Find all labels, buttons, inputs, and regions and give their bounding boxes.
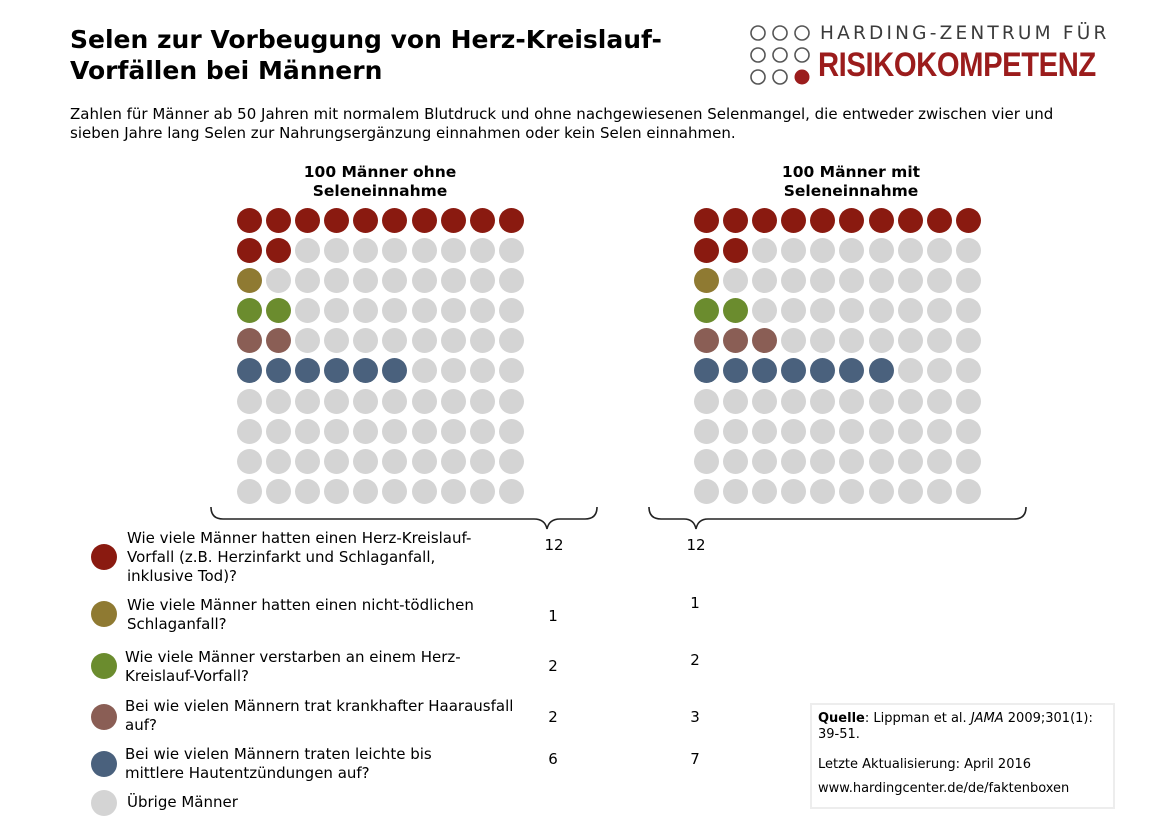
person-dot-other (839, 298, 864, 323)
person-dot-other (927, 419, 952, 444)
person-dot-alopecia (752, 328, 777, 353)
person-dot-other (295, 389, 320, 414)
person-dot-cardio (839, 208, 864, 233)
person-dot-dermatitis (723, 358, 748, 383)
value-death-without: 2 (548, 657, 558, 675)
person-dot-dermatitis (382, 358, 407, 383)
legend-dot-blue-icon (91, 751, 117, 777)
logo-dots-icon (748, 24, 812, 86)
icon-array-with-selenium (694, 208, 981, 504)
person-dot-other (752, 449, 777, 474)
person-dot-other (412, 298, 437, 323)
person-dot-other (839, 479, 864, 504)
person-dot-other (839, 419, 864, 444)
person-dot-cardio_extra (266, 238, 291, 263)
logo-bottom-text: RISIKOKOMPETENZ (818, 46, 1096, 84)
person-dot-other (499, 238, 524, 263)
person-dot-other (470, 238, 495, 263)
legend-text-stroke: Wie viele Männer hatten einen nicht-tödlichen Schlaganfall? (127, 596, 474, 633)
person-dot-other (781, 479, 806, 504)
person-dot-other (237, 449, 262, 474)
person-dot-other (266, 449, 291, 474)
person-dot-other (441, 389, 466, 414)
logo-accent-dot (795, 70, 810, 85)
person-dot-dermatitis (869, 358, 894, 383)
person-dot-cardio_extra (237, 238, 262, 263)
person-dot-other (927, 358, 952, 383)
person-dot-other (839, 238, 864, 263)
person-dot-other (266, 479, 291, 504)
person-dot-other (237, 419, 262, 444)
legend-dot-red-icon (91, 544, 117, 570)
person-dot-other (470, 298, 495, 323)
person-dot-other (441, 419, 466, 444)
person-dot-dermatitis (295, 358, 320, 383)
person-dot-other (869, 479, 894, 504)
person-dot-other (499, 358, 524, 383)
person-dot-other (956, 419, 981, 444)
person-dot-dermatitis (324, 358, 349, 383)
person-dot-cardio (499, 208, 524, 233)
source-text-before: : Lippman et al. (864, 711, 971, 726)
person-dot-other (869, 449, 894, 474)
person-dot-other (956, 238, 981, 263)
source-citation (818, 711, 1107, 743)
person-dot-other (810, 268, 835, 293)
person-dot-other (927, 298, 952, 323)
group-title-with: 100 Männer mit Seleneinnahme (781, 163, 921, 200)
person-dot-other (781, 328, 806, 353)
person-dot-other (382, 238, 407, 263)
person-dot-cardio_extra (723, 238, 748, 263)
brace-without-icon (209, 505, 601, 531)
person-dot-other (353, 389, 378, 414)
person-dot-cardio (353, 208, 378, 233)
person-dot-other (752, 238, 777, 263)
person-dot-alopecia (694, 328, 719, 353)
group-title-without: 100 Männer ohne Seleneinnahme (303, 163, 457, 200)
person-dot-other (441, 358, 466, 383)
person-dot-other (412, 358, 437, 383)
person-dot-cardio (869, 208, 894, 233)
source-label: Quelle (818, 711, 865, 726)
person-dot-other (499, 268, 524, 293)
person-dot-other (382, 268, 407, 293)
person-dot-cardio (266, 208, 291, 233)
person-dot-other (956, 298, 981, 323)
person-dot-other (752, 479, 777, 504)
person-dot-other (324, 268, 349, 293)
person-dot-cardio (412, 208, 437, 233)
person-dot-other (810, 298, 835, 323)
person-dot-other (869, 419, 894, 444)
person-dot-cardio (927, 208, 952, 233)
person-dot-other (470, 268, 495, 293)
person-dot-other (353, 449, 378, 474)
logo-top-text: HARDING-ZENTRUM FÜR (820, 23, 1110, 44)
person-dot-other (353, 479, 378, 504)
source-journal: JAMA (970, 711, 1004, 726)
legend-dot-gray-icon (91, 790, 117, 816)
value-dermatitis-without: 6 (548, 750, 558, 768)
person-dot-other (353, 238, 378, 263)
person-dot-cardio (237, 208, 262, 233)
person-dot-other (499, 298, 524, 323)
person-dot-other (353, 419, 378, 444)
person-dot-other (470, 479, 495, 504)
person-dot-other (781, 268, 806, 293)
person-dot-other (927, 389, 952, 414)
person-dot-other (723, 268, 748, 293)
person-dot-other (499, 479, 524, 504)
person-dot-other (324, 298, 349, 323)
person-dot-other (412, 449, 437, 474)
source-updated: Letzte Aktualisierung: April 2016 (818, 757, 1032, 772)
person-dot-other (898, 298, 923, 323)
person-dot-other (927, 238, 952, 263)
person-dot-other (499, 449, 524, 474)
person-dot-other (382, 449, 407, 474)
value-cardio-without: 12 (544, 536, 564, 554)
value-alopecia-without: 2 (548, 708, 558, 726)
person-dot-other (412, 389, 437, 414)
person-dot-other (781, 389, 806, 414)
value-stroke-with: 1 (690, 594, 700, 612)
person-dot-cardio (723, 208, 748, 233)
value-death-with: 2 (690, 651, 700, 669)
person-dot-other (382, 389, 407, 414)
source-box (810, 703, 1115, 809)
person-dot-death (237, 298, 262, 323)
person-dot-other (839, 328, 864, 353)
person-dot-other (810, 479, 835, 504)
person-dot-alopecia (723, 328, 748, 353)
person-dot-other (956, 389, 981, 414)
person-dot-other (324, 389, 349, 414)
person-dot-other (441, 449, 466, 474)
person-dot-dermatitis (266, 358, 291, 383)
person-dot-other (295, 479, 320, 504)
person-dot-other (869, 238, 894, 263)
person-dot-dermatitis (237, 358, 262, 383)
person-dot-other (324, 449, 349, 474)
person-dot-other (694, 449, 719, 474)
person-dot-death (266, 298, 291, 323)
person-dot-other (810, 449, 835, 474)
person-dot-other (752, 389, 777, 414)
person-dot-dermatitis (839, 358, 864, 383)
person-dot-other (441, 238, 466, 263)
person-dot-other (353, 298, 378, 323)
person-dot-other (237, 389, 262, 414)
person-dot-other (927, 449, 952, 474)
person-dot-other (752, 298, 777, 323)
person-dot-other (810, 389, 835, 414)
person-dot-other (927, 479, 952, 504)
person-dot-stroke (237, 268, 262, 293)
icon-array-without-selenium (237, 208, 524, 504)
person-dot-other (927, 268, 952, 293)
person-dot-cardio (470, 208, 495, 233)
person-dot-other (470, 449, 495, 474)
person-dot-other (412, 328, 437, 353)
person-dot-other (470, 358, 495, 383)
person-dot-cardio (694, 208, 719, 233)
person-dot-other (412, 479, 437, 504)
person-dot-other (266, 389, 291, 414)
person-dot-other (723, 419, 748, 444)
person-dot-death (723, 298, 748, 323)
person-dot-cardio (898, 208, 923, 233)
person-dot-other (412, 419, 437, 444)
person-dot-other (723, 479, 748, 504)
person-dot-other (382, 479, 407, 504)
person-dot-other (898, 419, 923, 444)
person-dot-other (412, 268, 437, 293)
person-dot-stroke (694, 268, 719, 293)
person-dot-other (839, 389, 864, 414)
person-dot-other (956, 358, 981, 383)
person-dot-other (898, 328, 923, 353)
person-dot-other (781, 298, 806, 323)
legend-dot-green-icon (91, 653, 117, 679)
person-dot-other (898, 449, 923, 474)
person-dot-other (499, 419, 524, 444)
legend-text-other: Übrige Männer (127, 793, 238, 811)
source-url: www.hardingcenter.de/de/faktenboxen (818, 781, 1070, 796)
person-dot-other (694, 389, 719, 414)
person-dot-other (956, 268, 981, 293)
person-dot-other (295, 449, 320, 474)
value-cardio-with: 12 (686, 536, 706, 554)
person-dot-other (470, 328, 495, 353)
person-dot-other (324, 238, 349, 263)
person-dot-other (752, 419, 777, 444)
page-title: Selen zur Vorbeugung von Herz-Kreislauf-Vorfällen bei Männern (70, 25, 662, 85)
person-dot-other (441, 479, 466, 504)
person-dot-other (723, 449, 748, 474)
person-dot-dermatitis (810, 358, 835, 383)
person-dot-other (869, 298, 894, 323)
person-dot-dermatitis (752, 358, 777, 383)
person-dot-cardio (441, 208, 466, 233)
legend-dot-brown-icon (91, 704, 117, 730)
value-alopecia-with: 3 (690, 708, 700, 726)
person-dot-other (956, 449, 981, 474)
person-dot-cardio_extra (694, 238, 719, 263)
person-dot-other (324, 419, 349, 444)
legend-text-dermatitis: Bei wie vielen Männern traten leichte bis mittlere Hautentzündungen auf? (125, 745, 432, 782)
person-dot-other (295, 238, 320, 263)
person-dot-alopecia (237, 328, 262, 353)
source-text-after: 2009;301(1): 39-51. (818, 711, 1093, 742)
brace-with-icon (646, 505, 1032, 531)
person-dot-other (412, 238, 437, 263)
person-dot-other (898, 238, 923, 263)
legend-text-alopecia: Bei wie vielen Männern trat krankhafter Haarausfall auf? (125, 697, 514, 734)
legend-text-cardio: Wie viele Männer hatten einen Herz-Kreislauf-Vorfall (z.B. Herzinfarkt und Schlaganfall, inklusive Tod)? (127, 529, 472, 585)
person-dot-other (295, 268, 320, 293)
person-dot-other (898, 389, 923, 414)
person-dot-other (324, 328, 349, 353)
person-dot-other (839, 449, 864, 474)
person-dot-other (781, 449, 806, 474)
person-dot-other (781, 238, 806, 263)
person-dot-dermatitis (353, 358, 378, 383)
person-dot-other (353, 268, 378, 293)
person-dot-other (499, 389, 524, 414)
person-dot-other (499, 328, 524, 353)
person-dot-other (441, 298, 466, 323)
person-dot-other (723, 389, 748, 414)
person-dot-other (694, 419, 719, 444)
person-dot-cardio (810, 208, 835, 233)
person-dot-other (441, 328, 466, 353)
person-dot-other (898, 268, 923, 293)
person-dot-other (869, 328, 894, 353)
person-dot-other (869, 389, 894, 414)
person-dot-other (781, 419, 806, 444)
person-dot-other (694, 479, 719, 504)
person-dot-other (266, 419, 291, 444)
value-stroke-without: 1 (548, 607, 558, 625)
person-dot-other (927, 328, 952, 353)
person-dot-other (295, 328, 320, 353)
person-dot-other (810, 238, 835, 263)
value-dermatitis-with: 7 (690, 750, 700, 768)
person-dot-cardio (324, 208, 349, 233)
person-dot-cardio (382, 208, 407, 233)
person-dot-other (810, 419, 835, 444)
person-dot-other (266, 268, 291, 293)
person-dot-alopecia (266, 328, 291, 353)
person-dot-other (237, 479, 262, 504)
person-dot-dermatitis (781, 358, 806, 383)
person-dot-other (382, 419, 407, 444)
person-dot-other (839, 268, 864, 293)
person-dot-death (694, 298, 719, 323)
person-dot-other (752, 268, 777, 293)
person-dot-other (956, 328, 981, 353)
person-dot-other (470, 389, 495, 414)
person-dot-other (324, 479, 349, 504)
person-dot-other (295, 419, 320, 444)
person-dot-other (295, 298, 320, 323)
legend-dot-olive-icon (91, 601, 117, 627)
person-dot-other (441, 268, 466, 293)
intro-text: Zahlen für Männer ab 50 Jahren mit normalem Blutdruck und ohne nachgewiesenen Selenmangel, die entweder zwischen vier und sieben Jahre lang Selen zur Nahrungsergänzung einnahmen oder kein Selen einnahmen. (70, 105, 1054, 142)
person-dot-other (810, 328, 835, 353)
person-dot-other (470, 419, 495, 444)
person-dot-cardio (295, 208, 320, 233)
person-dot-other (869, 268, 894, 293)
person-dot-cardio (752, 208, 777, 233)
person-dot-other (382, 328, 407, 353)
person-dot-cardio (956, 208, 981, 233)
person-dot-other (956, 479, 981, 504)
person-dot-other (382, 298, 407, 323)
person-dot-cardio (781, 208, 806, 233)
legend-text-death: Wie viele Männer verstarben an einem Herz-Kreislauf-Vorfall? (125, 648, 461, 685)
person-dot-other (898, 358, 923, 383)
person-dot-other (353, 328, 378, 353)
harding-center-logo (748, 22, 1108, 88)
person-dot-other (898, 479, 923, 504)
person-dot-dermatitis (694, 358, 719, 383)
